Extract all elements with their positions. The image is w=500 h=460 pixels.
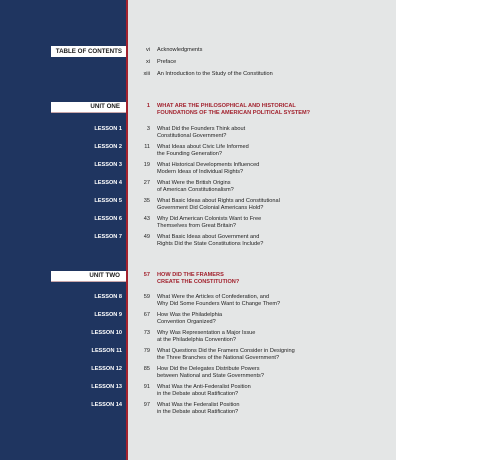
- lesson-page-number: 85: [143, 366, 150, 372]
- lesson-label: LESSON 8: [94, 294, 122, 300]
- lesson-page-number: 49: [143, 234, 150, 240]
- lesson-page-number: 43: [143, 216, 150, 222]
- lesson-title[interactable]: Why Was Representation a Major Issue at the Philadelphia Convention?: [157, 330, 256, 344]
- lesson-page-number: 59: [143, 294, 150, 300]
- lesson-label: LESSON 3: [94, 162, 122, 168]
- lesson-page-number: 97: [143, 402, 150, 408]
- unit-two-tab: UNIT TWO: [51, 271, 126, 281]
- front-page-number: xi: [145, 59, 150, 65]
- lesson-label: LESSON 5: [94, 198, 122, 204]
- lesson-label: LESSON 2: [94, 144, 122, 150]
- lesson-title[interactable]: Why Did American Colonists Want to Free Themselves from Great Britain?: [157, 216, 262, 230]
- lesson-label: LESSON 13: [91, 384, 122, 390]
- lesson-title[interactable]: What Was the Anti-Federalist Position in the Debate about Ratification?: [157, 384, 251, 398]
- left-navy-panel: [0, 0, 126, 460]
- lesson-title[interactable]: How Did the Delegates Distribute Powers between National and State Governments?: [157, 366, 264, 380]
- lesson-label: LESSON 9: [94, 312, 122, 318]
- right-margin: [396, 0, 500, 460]
- lesson-title[interactable]: What Were the Articles of Confederation, and Why Did Some Founders Want to Change Them?: [157, 294, 281, 308]
- lesson-label: LESSON 11: [91, 348, 122, 354]
- lesson-title[interactable]: What Ideas about Civic Life Informed the Founding Generation?: [157, 144, 249, 158]
- unit-two-title[interactable]: HOW DID THE FRAMERS CREATE THE CONSTITUTION?: [157, 272, 240, 286]
- lesson-page-number: 91: [143, 384, 150, 390]
- unit-page-number: 57: [143, 272, 150, 278]
- lesson-label: LESSON 14: [91, 402, 122, 408]
- unit-one-tab: UNIT ONE: [51, 102, 126, 112]
- lesson-page-number: 79: [143, 348, 150, 354]
- lesson-title[interactable]: What Historical Developments Influenced Modern Ideas of Individual Rights?: [157, 162, 260, 176]
- unit-page-number: 1: [146, 103, 150, 109]
- lesson-page-number: 27: [143, 180, 150, 186]
- lesson-label: LESSON 4: [94, 180, 122, 186]
- lesson-title[interactable]: What Questions Did the Framers Consider in Designing the Three Branches of the National Government?: [157, 348, 295, 362]
- lesson-title[interactable]: How Was the Philadelphia Convention Organized?: [157, 312, 223, 326]
- toc-tab: TABLE OF CONTENTS: [51, 46, 126, 57]
- lesson-page-number: 11: [144, 144, 150, 150]
- front-entry-title[interactable]: Preface: [157, 59, 177, 65]
- lesson-page-number: 3: [146, 126, 150, 132]
- front-page-number: vi: [145, 47, 150, 53]
- lesson-title[interactable]: What Was the Federalist Position in the Debate about Ratification?: [157, 402, 240, 416]
- lesson-page-number: 35: [143, 198, 150, 204]
- lesson-label: LESSON 6: [94, 216, 122, 222]
- lesson-page-number: 19: [143, 162, 150, 168]
- lesson-title[interactable]: What Were the British Origins of American Constitutionalism?: [157, 180, 234, 194]
- lesson-title[interactable]: What Basic Ideas about Rights and Constitutional Government Did Colonial Americans Hold?: [157, 198, 280, 212]
- lesson-title[interactable]: What Did the Founders Think about Constitutional Government?: [157, 126, 246, 140]
- front-entry-title[interactable]: Acknowledgments: [157, 47, 203, 53]
- lesson-page-number: 73: [143, 330, 150, 336]
- lesson-title[interactable]: What Basic Ideas about Government and Rights Did the State Constitutions Include?: [157, 234, 264, 248]
- lesson-page-number: 67: [143, 312, 150, 318]
- front-entry-title[interactable]: An Introduction to the Study of the Constitution: [157, 71, 273, 77]
- lesson-label: LESSON 10: [91, 330, 122, 336]
- lesson-label: LESSON 7: [94, 234, 122, 240]
- lesson-label: LESSON 1: [94, 126, 122, 132]
- lesson-label: LESSON 12: [91, 366, 122, 372]
- unit-one-title[interactable]: WHAT ARE THE PHILOSOPHICAL AND HISTORICAL FOUNDATIONS OF THE AMERICAN POLITICAL SYSTEM?: [157, 103, 311, 117]
- front-page-number: xiii: [143, 71, 150, 77]
